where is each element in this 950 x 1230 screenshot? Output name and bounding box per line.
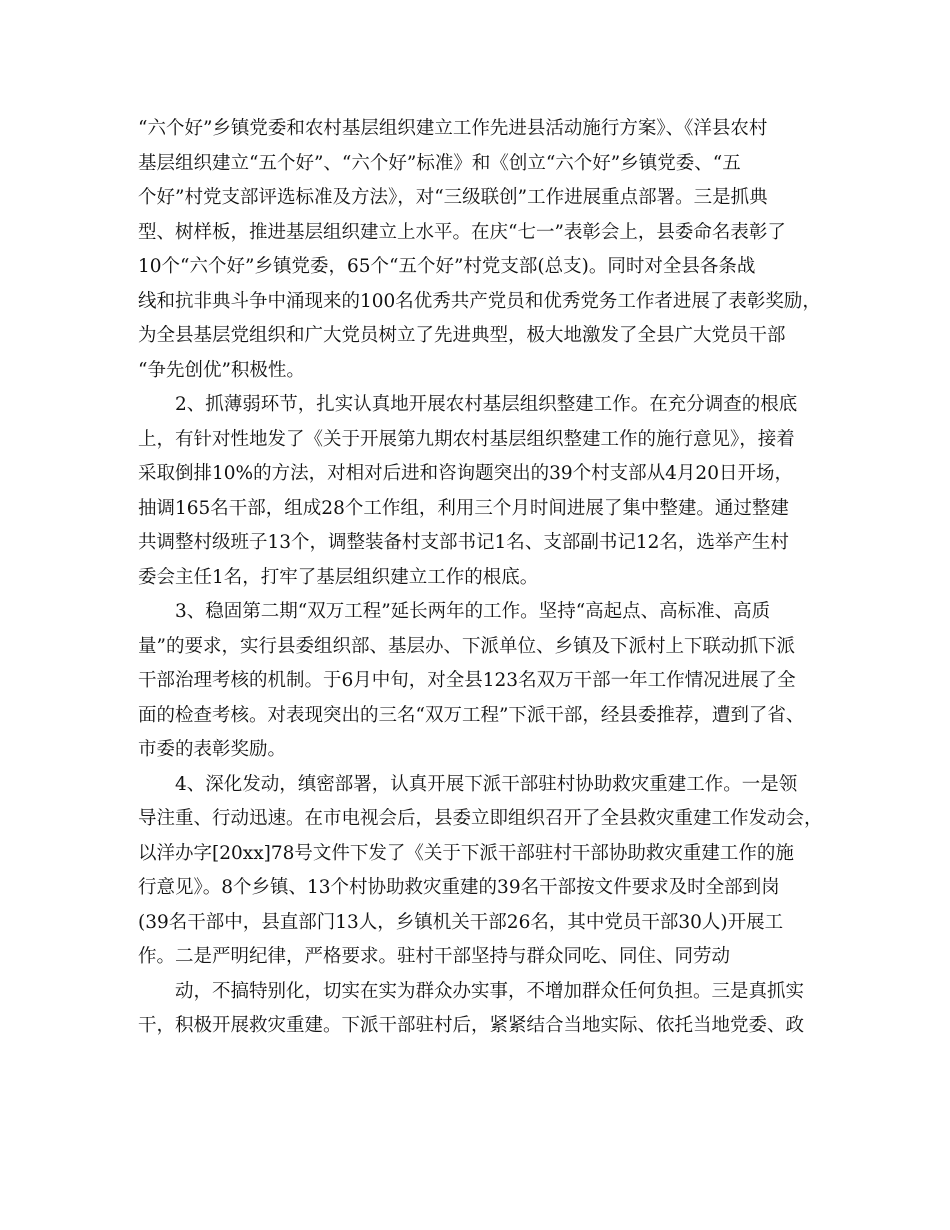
text-line: 3、稳固第二期“双万工程”延长两年的工作。坚持“高起点、高标准、高质 [175,601,771,622]
text-line: 量”的要求，实行县委组织部、基层办、下派单位、乡镇及下派村上下联动抓下派 [138,635,795,657]
text-line: 面的检查考核。对表现突出的三名“双万工程”下派干部，经县委推荐，遭到了省、 [138,704,805,726]
text-line: 行意见》。8个乡镇、13个村协助救灾重建的39名干部按文件要求及时全部到岗 [138,877,780,898]
text-line: 线和抗非典斗争中涌现来的100名优秀共产党员和优秀党务工作者进展了表彰奖励， [138,290,821,312]
text-line: 以洋办字[20xx]78号文件下发了《关于下派干部驻村干部协助救灾重建工作的施 [138,842,794,864]
text-line: 2、抓薄弱环节，扎实认真地开展农村基层组织整建工作。在充分调查的根底 [175,394,798,415]
text-line: 委会主任1名，打牢了基层组织建立工作的根底。 [138,566,539,588]
body-text [138,112,838,1044]
text-line: “争先创优”积极性。 [138,359,305,381]
text-line: 基层组织建立“五个好”、“六个好”标准》和《创立“六个好”乡镇党委、“五 [138,152,741,174]
text-line: 干，积极开展救灾重建。下派干部驻村后，紧紧结合当地实际、依托当地党委、政 [138,1015,805,1036]
text-line: 共调整村级班子13个，调整装备村支部书记1名、支部副书记12名，选举产生村 [138,532,789,553]
text-line: 采取倒排10%的方法，对相对后进和咨询题突出的39个村支部从4月20日开场， [138,463,793,484]
text-line: 作。二是严明纪律，严格要求。驻村干部坚持与群众同吃、同住、同劳动 [138,946,731,967]
text-line: 4、深化发动，缜密部署，认真开展下派干部驻村协助救灾重建工作。一是领 [175,773,798,795]
text-line: 为全县基层党组织和广大党员树立了先进典型，极大地激发了全县广大党员干部 [138,325,786,346]
text-line: 导注重、行动迅速。在市电视会后，县委立即组织召开了全县救灾重建工作发动会， [138,808,823,829]
text-line: 型、树样板，推进基层组织建立上水平。在庆“七一”表彰会上，县委命名表彰了 [138,221,786,243]
text-line: 上，有针对性地发了《关于开展第九期农村基层组织整建工作的施行意见》，接着 [138,428,795,450]
text-line: “六个好”乡镇党委和农村基层组织建立工作先进县活动施行方案》、《洋县农村 [138,118,768,139]
text-line: (39名干部中，县直部门13人，乡镇机关干部26名，其中党员干部30人)开展工 [138,911,784,933]
text-line: 市委的表彰奖励。 [138,739,287,760]
text-line: 10个“六个好”乡镇党委，65个“五个好”村党支部(总支)。同时对全县各条战 [138,256,756,277]
text-line: 动，不搞特别化，切实在实为群众办实事，不增加群众任何负担。三是真抓实 [175,980,805,1002]
text-line: 个好”村党支部评选标准及方法》，对“三级联创”工作进展重点部署。三是抓典 [138,187,768,208]
text-line: 抽调165名干部，组成28个工作组，利用三个月时间进展了集中整建。通过整建 [138,497,789,519]
text-line: 干部治理考核的机制。于6月中旬，对全县123名双万干部一年工作情况进展了全 [138,670,796,691]
